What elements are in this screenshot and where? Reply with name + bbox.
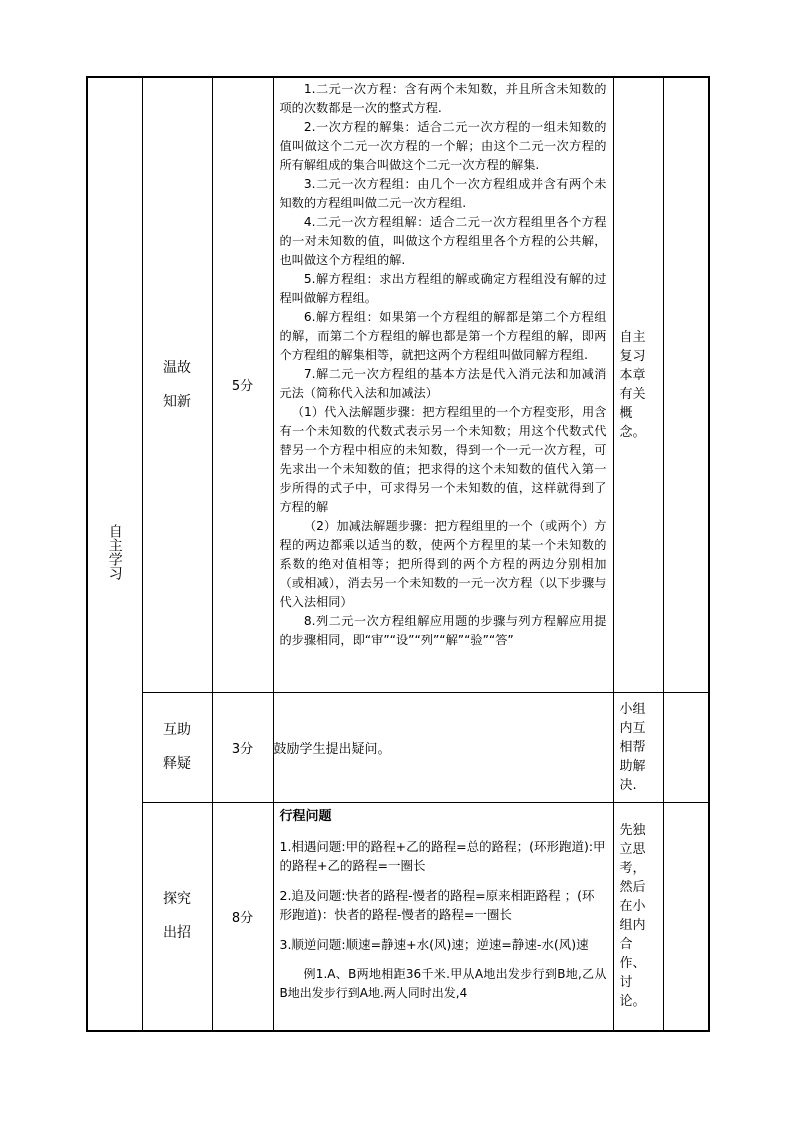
blank-cell bbox=[663, 77, 709, 692]
method-step-paragraph: （2）加减法解题步骤：把方程组里的一个（或两个）方程的两边都乘以适当的数，使两个方程里的某一个未知数的系数的绝对值相等；把所得到的两个方程的两边分别相加（或相减），消去另一个未知数的一元一次方程（以下步骤与代入法相同） bbox=[279, 519, 607, 609]
topic-heading: 行程问题 bbox=[279, 808, 332, 824]
formula-item: 1.相遇问题:甲的路程+乙的路程=总的路程；(环形跑道):甲的路程+乙的路程=一圈长 bbox=[279, 838, 606, 873]
lesson-plan-table bbox=[86, 76, 710, 1032]
formula-item: 3.顺逆问题:顺速=静速+水(风)速；逆速=静速-水(风)速 bbox=[279, 936, 589, 952]
question-prompt: 鼓励学生提出疑问。 bbox=[273, 692, 613, 802]
note-cell: 先独立思考，然后在小组内合作、讨论。 bbox=[613, 802, 663, 1031]
stage-label-line1: 温故 bbox=[163, 359, 191, 376]
section-label: 自主学习 bbox=[106, 524, 123, 580]
table-row bbox=[87, 802, 709, 1031]
table-row bbox=[87, 692, 709, 802]
example-problem: 例1.A、B两地相距36千米.甲从A地出发步行到B地,乙从B地出发步行到A地.两人同时出发,4 bbox=[279, 966, 607, 1000]
stage-label-line1: 探究 bbox=[163, 891, 191, 908]
formula-item: 2.追及问题:快者的路程-慢者的路程=原来相距路程 ；(环形跑道)：快者的路程-慢者的路程=一圈长 bbox=[279, 887, 595, 922]
stage-cell bbox=[142, 692, 212, 802]
stage-label-line2: 知新 bbox=[163, 393, 191, 410]
blank-cell bbox=[663, 692, 709, 802]
concept-paragraph: 6.解方程组：如果第一个方程组的解都是第二个方程组的解，而第二个方程组的解也都是第一个方程组的解，即两个方程组的解集相等，就把这两个方程组叫做同解方程组. bbox=[279, 310, 607, 362]
concept-paragraph: 3.二元一次方程组：由几个一次方程组成并含有两个未知数的方程组叫做二元一次方程组. bbox=[279, 177, 607, 210]
table-row bbox=[87, 77, 709, 692]
blank-cell bbox=[663, 802, 709, 1031]
stage-cell bbox=[142, 802, 212, 1031]
note-cell: 小组内互相帮助解决. bbox=[613, 692, 663, 802]
concept-paragraph: 8.列二元一次方程组解应用题的步骤与列方程解应用提的步骤相同，即“审”“设”“列”“解”“验”“答” bbox=[279, 614, 607, 647]
concept-paragraph: 7.解二元一次方程组的基本方法是代入消元法和加减消元法（简称代入法和加减法） bbox=[279, 367, 607, 400]
time-cell: 3分 bbox=[212, 692, 273, 802]
stage-cell bbox=[142, 77, 212, 692]
concept-paragraph: 2.一次方程的解集：适合二元一次方程的一组未知数的值叫做这个二元一次方程的一个解；由这个二元一次方程的所有解组成的集合叫做这个二元一次方程的解集. bbox=[279, 120, 607, 172]
exploration-content bbox=[273, 802, 613, 1031]
time-cell: 5分 bbox=[212, 77, 273, 692]
time-cell: 8分 bbox=[212, 802, 273, 1031]
stage-label-line2: 出招 bbox=[163, 925, 191, 942]
stage-label-line2: 释疑 bbox=[163, 756, 191, 772]
concept-paragraph: 4.二元一次方程组解：适合二元一次方程组里各个方程的一对未知数的值，叫做这个方程组里各个方程的公共解，也叫做这个方程组的解. bbox=[279, 215, 607, 267]
stage-label-line1: 互助 bbox=[163, 722, 191, 738]
note-cell: 自主复习本章有关概念。 bbox=[613, 77, 663, 692]
review-content bbox=[273, 77, 613, 692]
concept-paragraph: 5.解方程组：求出方程组的解或确定方程组没有解的过程叫做解方程组。 bbox=[279, 272, 607, 305]
method-step-paragraph: （1）代入法解题步骤：把方程组里的一个方程变形，用含有一个未知数的代数式表示另一个未知数；用这个代数式代替另一个方程中相应的未知数，得到一个一元一次方程，可先求出一个未知数的值；把求得的这个未知数的值代入第一步所得的式子中，可求得另一个未知数的值，这样就得到了方程的解 bbox=[279, 405, 607, 514]
concept-paragraph: 1.二元一次方程：含有两个未知数，并且所含未知数的项的次数都是一次的整式方程. bbox=[279, 82, 607, 115]
section-cell bbox=[87, 77, 142, 1031]
